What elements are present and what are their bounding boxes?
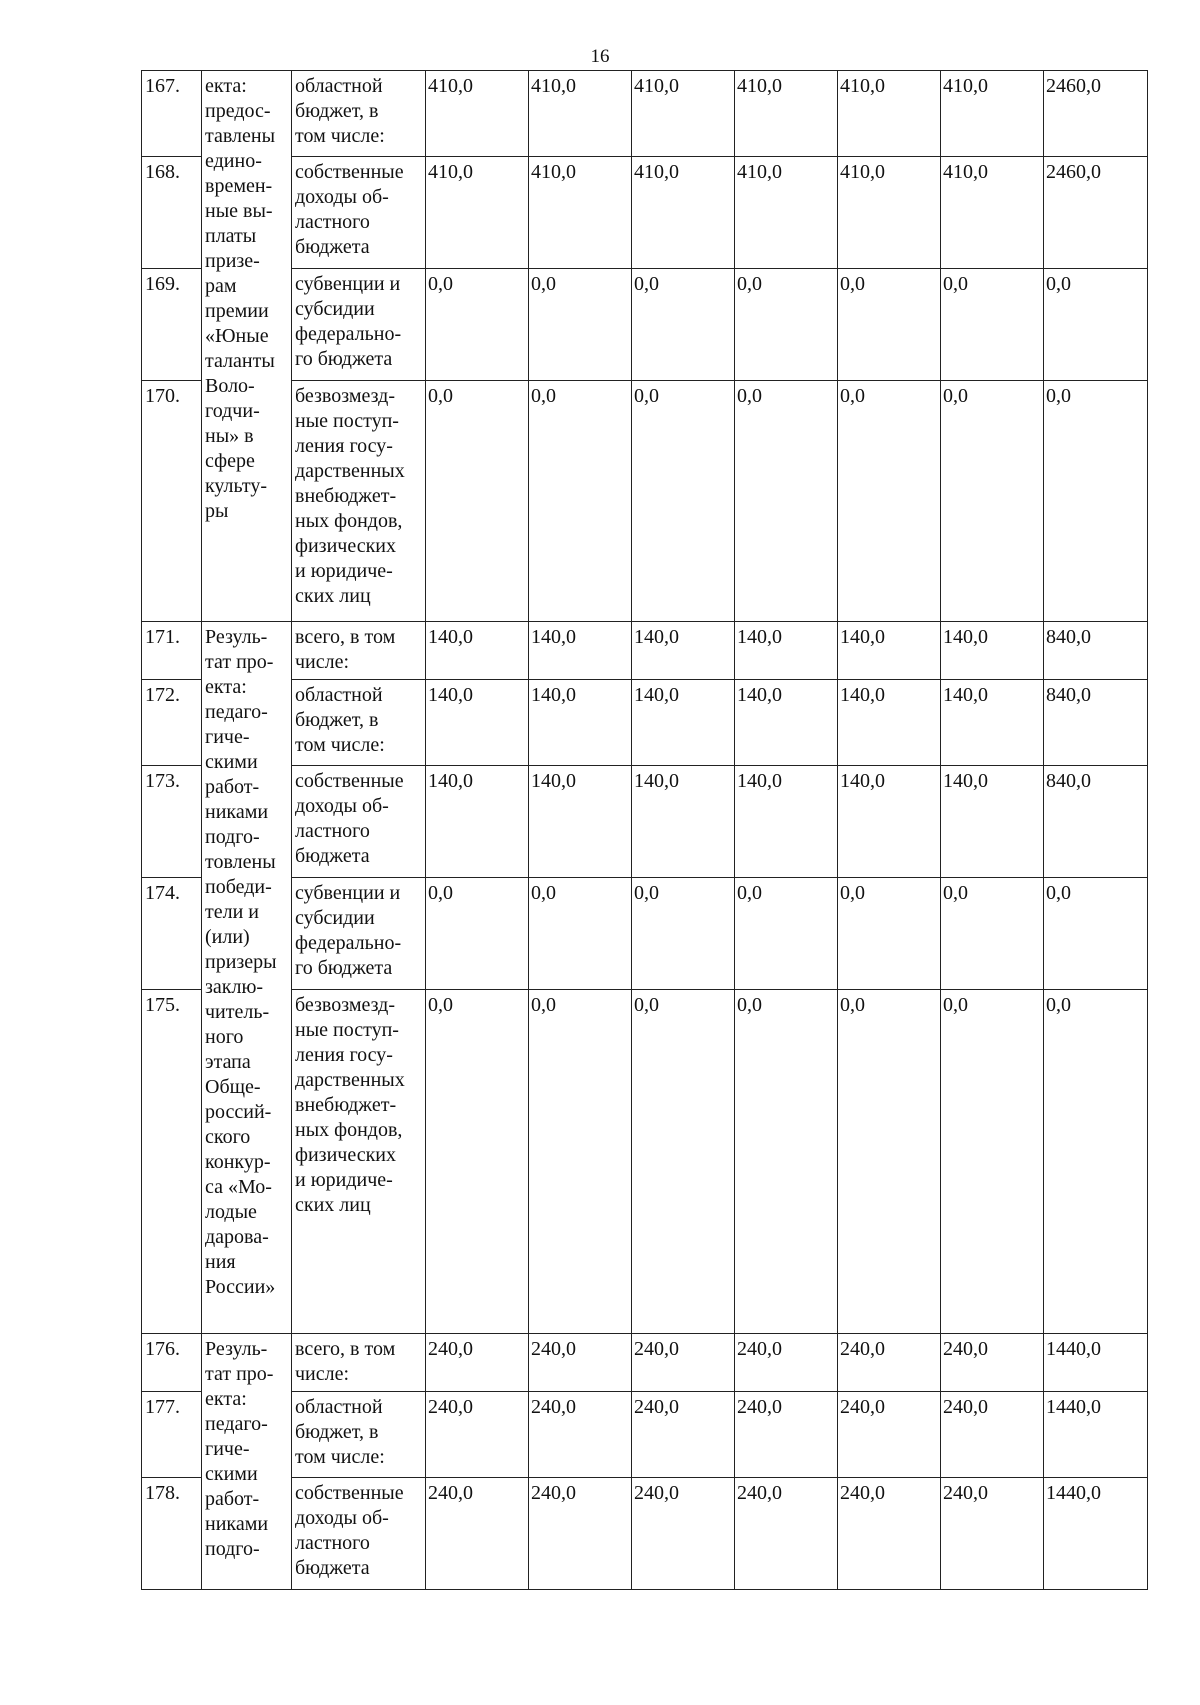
row-number: 174. bbox=[142, 878, 202, 990]
row-number: 169. bbox=[142, 269, 202, 381]
table-body bbox=[142, 71, 1148, 1590]
page-number: 16 bbox=[590, 46, 610, 67]
total-cell: 840,0 bbox=[1044, 622, 1148, 680]
table-row bbox=[142, 157, 1148, 269]
value-cell: 140,0 bbox=[529, 680, 632, 766]
value-cell: 410,0 bbox=[735, 71, 838, 157]
value-cell: 0,0 bbox=[426, 381, 529, 622]
row-number: 168. bbox=[142, 157, 202, 269]
funding-source: субвенции и субсидии федерально- го бюджета bbox=[292, 269, 426, 381]
value-cell: 0,0 bbox=[632, 381, 735, 622]
funding-source: всего, в том числе: bbox=[292, 1334, 426, 1392]
total-cell: 840,0 bbox=[1044, 680, 1148, 766]
value-cell: 240,0 bbox=[529, 1478, 632, 1590]
table-row bbox=[142, 1334, 1148, 1392]
value-cell: 0,0 bbox=[632, 990, 735, 1334]
value-cell: 140,0 bbox=[632, 680, 735, 766]
table-row bbox=[142, 1478, 1148, 1590]
value-cell: 0,0 bbox=[838, 269, 941, 381]
value-cell: 0,0 bbox=[529, 269, 632, 381]
value-cell: 240,0 bbox=[735, 1392, 838, 1478]
value-cell: 410,0 bbox=[941, 71, 1044, 157]
value-cell: 0,0 bbox=[632, 878, 735, 990]
table-row bbox=[142, 766, 1148, 878]
value-cell: 240,0 bbox=[426, 1478, 529, 1590]
value-cell: 140,0 bbox=[838, 622, 941, 680]
table-row bbox=[142, 381, 1148, 622]
table-row bbox=[142, 680, 1148, 766]
result-description: Резуль- тат про- екта: педаго- гиче- скими работ- никами подго- товлены победи- тели и (или) призеры заклю- читель- ного этапа Обще- россий- ского конкур- са «Мо- лодые дарова- ния России» bbox=[202, 622, 292, 1334]
value-cell: 410,0 bbox=[838, 157, 941, 269]
funding-source: безвозмезд- ные поступ- ления госу- дарственных внебюджет- ных фондов, физических и юридиче- ских лиц bbox=[292, 990, 426, 1334]
value-cell: 0,0 bbox=[529, 381, 632, 622]
funding-source: безвозмезд- ные поступ- ления госу- дарственных внебюджет- ных фондов, физических и юридиче- ских лиц bbox=[292, 381, 426, 622]
value-cell: 0,0 bbox=[941, 269, 1044, 381]
result-description: екта: предос- тавлены едино- времен- ные вы- платы призе- рам премии «Юные таланты Воло- годчи- ны» в сфере культу- ры bbox=[202, 71, 292, 622]
value-cell: 0,0 bbox=[838, 381, 941, 622]
value-cell: 140,0 bbox=[941, 622, 1044, 680]
total-cell: 0,0 bbox=[1044, 269, 1148, 381]
value-cell: 0,0 bbox=[838, 878, 941, 990]
table-row bbox=[142, 269, 1148, 381]
value-cell: 140,0 bbox=[838, 680, 941, 766]
value-cell: 0,0 bbox=[735, 381, 838, 622]
total-cell: 0,0 bbox=[1044, 878, 1148, 990]
value-cell: 0,0 bbox=[529, 990, 632, 1334]
value-cell: 240,0 bbox=[529, 1334, 632, 1392]
funding-source: областной бюджет, в том числе: bbox=[292, 71, 426, 157]
value-cell: 0,0 bbox=[735, 990, 838, 1334]
funding-source: собственные доходы об- ластного бюджета bbox=[292, 1478, 426, 1590]
value-cell: 410,0 bbox=[426, 157, 529, 269]
funding-source: областной бюджет, в том числе: bbox=[292, 1392, 426, 1478]
row-number: 171. bbox=[142, 622, 202, 680]
value-cell: 240,0 bbox=[941, 1478, 1044, 1590]
value-cell: 240,0 bbox=[941, 1334, 1044, 1392]
value-cell: 140,0 bbox=[735, 622, 838, 680]
value-cell: 240,0 bbox=[838, 1334, 941, 1392]
value-cell: 140,0 bbox=[529, 766, 632, 878]
value-cell: 240,0 bbox=[735, 1334, 838, 1392]
result-description: Резуль- тат про- екта: педаго- гиче- скими работ- никами подго- bbox=[202, 1334, 292, 1590]
value-cell: 140,0 bbox=[426, 766, 529, 878]
value-cell: 410,0 bbox=[529, 71, 632, 157]
value-cell: 410,0 bbox=[529, 157, 632, 269]
value-cell: 0,0 bbox=[426, 990, 529, 1334]
value-cell: 140,0 bbox=[735, 680, 838, 766]
row-number: 173. bbox=[142, 766, 202, 878]
value-cell: 240,0 bbox=[735, 1478, 838, 1590]
table-row bbox=[142, 990, 1148, 1334]
value-cell: 140,0 bbox=[941, 680, 1044, 766]
total-cell: 1440,0 bbox=[1044, 1392, 1148, 1478]
budget-table bbox=[141, 70, 1148, 1590]
value-cell: 410,0 bbox=[838, 71, 941, 157]
funding-source: собственные доходы об- ластного бюджета bbox=[292, 157, 426, 269]
table-row bbox=[142, 1392, 1148, 1478]
value-cell: 0,0 bbox=[735, 269, 838, 381]
row-number: 172. bbox=[142, 680, 202, 766]
value-cell: 410,0 bbox=[735, 157, 838, 269]
value-cell: 0,0 bbox=[426, 269, 529, 381]
value-cell: 140,0 bbox=[941, 766, 1044, 878]
funding-source: субвенции и субсидии федерально- го бюджета bbox=[292, 878, 426, 990]
value-cell: 410,0 bbox=[632, 157, 735, 269]
value-cell: 0,0 bbox=[941, 878, 1044, 990]
value-cell: 0,0 bbox=[529, 878, 632, 990]
value-cell: 0,0 bbox=[941, 990, 1044, 1334]
row-number: 175. bbox=[142, 990, 202, 1334]
value-cell: 240,0 bbox=[426, 1392, 529, 1478]
value-cell: 140,0 bbox=[632, 766, 735, 878]
value-cell: 140,0 bbox=[838, 766, 941, 878]
row-number: 178. bbox=[142, 1478, 202, 1590]
funding-source: всего, в том числе: bbox=[292, 622, 426, 680]
value-cell: 0,0 bbox=[735, 878, 838, 990]
value-cell: 140,0 bbox=[529, 622, 632, 680]
table-row bbox=[142, 878, 1148, 990]
value-cell: 240,0 bbox=[632, 1478, 735, 1590]
total-cell: 1440,0 bbox=[1044, 1334, 1148, 1392]
row-number: 170. bbox=[142, 381, 202, 622]
value-cell: 240,0 bbox=[426, 1334, 529, 1392]
value-cell: 240,0 bbox=[632, 1392, 735, 1478]
value-cell: 140,0 bbox=[632, 622, 735, 680]
value-cell: 0,0 bbox=[941, 381, 1044, 622]
value-cell: 140,0 bbox=[426, 622, 529, 680]
value-cell: 0,0 bbox=[632, 269, 735, 381]
value-cell: 240,0 bbox=[941, 1392, 1044, 1478]
funding-source: областной бюджет, в том числе: bbox=[292, 680, 426, 766]
total-cell: 1440,0 bbox=[1044, 1478, 1148, 1590]
value-cell: 140,0 bbox=[426, 680, 529, 766]
total-cell: 2460,0 bbox=[1044, 157, 1148, 269]
row-number: 177. bbox=[142, 1392, 202, 1478]
value-cell: 410,0 bbox=[632, 71, 735, 157]
total-cell: 840,0 bbox=[1044, 766, 1148, 878]
value-cell: 0,0 bbox=[426, 878, 529, 990]
value-cell: 240,0 bbox=[632, 1334, 735, 1392]
value-cell: 240,0 bbox=[529, 1392, 632, 1478]
total-cell: 2460,0 bbox=[1044, 71, 1148, 157]
value-cell: 0,0 bbox=[838, 990, 941, 1334]
total-cell: 0,0 bbox=[1044, 990, 1148, 1334]
value-cell: 140,0 bbox=[735, 766, 838, 878]
funding-source: собственные доходы об- ластного бюджета bbox=[292, 766, 426, 878]
value-cell: 410,0 bbox=[426, 71, 529, 157]
row-number: 176. bbox=[142, 1334, 202, 1392]
value-cell: 240,0 bbox=[838, 1392, 941, 1478]
value-cell: 240,0 bbox=[838, 1478, 941, 1590]
value-cell: 410,0 bbox=[941, 157, 1044, 269]
table-row bbox=[142, 622, 1148, 680]
row-number: 167. bbox=[142, 71, 202, 157]
table-row bbox=[142, 71, 1148, 157]
total-cell: 0,0 bbox=[1044, 381, 1148, 622]
